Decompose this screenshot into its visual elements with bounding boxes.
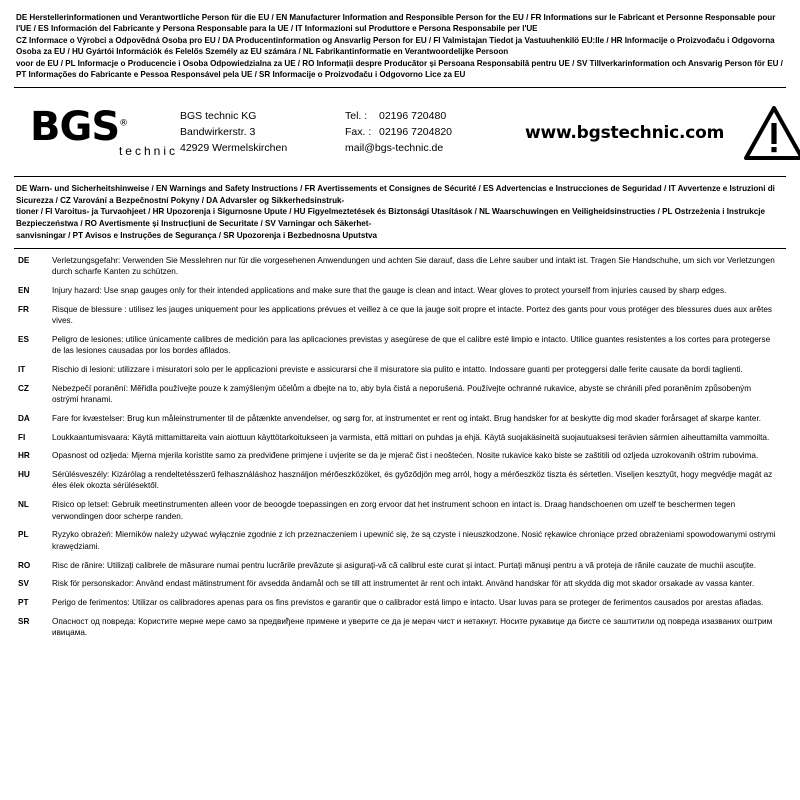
- instructions-body: [14, 255, 786, 647]
- table-row: [14, 285, 786, 304]
- table-row: [14, 334, 786, 364]
- warnings-title-line-3: sanvisningar / PT Avisos e Instruções de Segurança / SR Upozorenja i Bezbednosna Uputstva: [16, 230, 378, 240]
- telephone-row: [345, 109, 525, 125]
- lang-text: Perigo de ferimentos: Utilizar os calibradores apenas para os fins previstos e garantir que o calibrador está limpo e intacto. Usar luvas para se proteger de ferimentos causados por arestas afiadas.: [52, 598, 764, 608]
- table-row: [14, 597, 786, 616]
- header-line-3: voor de EU / PL Informacje o Producencie i Osoba Odpowiedzialna za UE / RO Informații despre Producător și Persoana Responsabilă pentru UE / SV Tillverkarinformation och Ansvarig Person för EU / PT Informações do Fabricante e Pessoa Responsável pela UE / SR Informacije o Proizvođaču i Odgovorno Lice za EU: [16, 58, 783, 80]
- logo-text: BGS: [30, 103, 120, 150]
- lang-code: IT: [18, 364, 26, 374]
- lang-text: Risc de rănire: Utilizați calibrele de măsurare numai pentru lucrările prevăzute și asigurați-vă că calibrul este curat și intact. Purtați mănuși pentru a vă proteja de rănile cauzate de muchii ascuțite.: [52, 560, 757, 570]
- table-row: [14, 499, 786, 529]
- logo-subtext: technic: [118, 143, 178, 158]
- company-address: [180, 109, 345, 156]
- lang-code: PL: [18, 530, 29, 540]
- logo-wordmark: [30, 103, 128, 150]
- lang-text: Opasnost od ozljeda: Mjerna mjerila koristite samo za predviđene primjene i uvjerite se da je mjerač čist i neoštećen. Nosite rukavice kako biste se zaštitili od ozljeda uzrokovanih oštrim rubovima.: [52, 451, 759, 461]
- telephone-label: Tel. :: [345, 110, 368, 123]
- lang-text: Rischio di lesioni: utilizzare i misuratori solo per le applicazioni previste e assicurarsi che il misuratore sia pulito e intatto. Indossare guanti per proteggersi dalle ferite causate da bordi taglienti.: [52, 364, 743, 374]
- lang-code: FR: [18, 304, 29, 314]
- warnings-title-line-2: tioner / FI Varoitus- ja Turvaohjeet / HR Upozorenja i Sigurnosne Upute / HU Figyelmeztetések és Biztonsági Utasítások / NL Waarschuwingen en Veiligheidsinstructies / PL Ostrzeżenia i Instrukcje Bezpieczeństwa / RO Avertismente și Instrucțiuni de Securitate / SV Varningar och Säkerhet-: [16, 207, 765, 229]
- fax-label: Fax. :: [345, 126, 372, 139]
- company-info-block: [14, 88, 786, 176]
- lang-code: PT: [18, 598, 29, 608]
- manufacturer-info-header: [14, 10, 786, 87]
- lang-code: DE: [18, 255, 30, 265]
- lang-text: Risico op letsel: Gebruik meetinstrumenten alleen voor de beoogde toepassingen en zorg ervoor dat het instrument schoon en intact is. Draag handschoenen om uzelf te beschermen tegen verwondingen door scherpe randen.: [52, 500, 736, 521]
- warning-triangle-block: [734, 106, 800, 160]
- lang-code: HU: [18, 470, 30, 480]
- lang-text: Peligro de lesiones: utilice únicamente calibres de medición para las aplicaciones previstas y asegúrese de que el calibre esté limpio e intacto. Utilice guantes resistentes a los cortes para protegerse de las lesiones causadas por los bordes afilados.: [52, 334, 771, 355]
- divider-bottom: [14, 248, 786, 249]
- table-row: [14, 413, 786, 432]
- lang-text: Risque de blessure : utilisez les jauges uniquement pour les applications prévues et veillez à ce que la jauge soit propre et intacte. Portez des gants pour vous protéger des blessures dues aux arêtes vives.: [52, 304, 773, 325]
- lang-text: Ryzyko obrażeń: Mierników należy używać wyłącznie zgodnie z ich przeznaczeniem i upewnić się, że są czyste i nieuszkodzone. Nosić rękawice chroniące przed obrażeniami spowodowanymi ostrymi krawędziami.: [52, 530, 776, 551]
- lang-text: Injury hazard: Use snap gauges only for their intended applications and make sure that the gauge is clean and intact. Wear gloves to protect yourself from injuries caused by sharp edges.: [52, 285, 727, 295]
- table-row: [14, 255, 786, 285]
- lang-code: SR: [18, 616, 30, 626]
- company-contact: [345, 109, 525, 156]
- table-row: [14, 529, 786, 559]
- lang-text: Sérülésveszély: Kizárólag a rendeltetésszerű felhasználáshoz használjon mérőeszközöket, és győződjön meg arról, hogy a mérőeszköz tiszta és sértetlen. Viseljen kesztyűt, hogy megvédje magát az éles élek okozta sérülésektől.: [52, 470, 773, 491]
- fax-value: 02196 7204820: [379, 126, 452, 139]
- lang-code: EN: [18, 285, 30, 295]
- table-row: [14, 364, 786, 383]
- lang-code: RO: [18, 560, 31, 570]
- header-line-1: DE Herstellerinformationen und Verantwortliche Person für die EU / EN Manufacturer Information and Responsible Person for the EU / FR Informations sur le Fabricant et Personne Responsable pour l'UE / ES Información del Fabricante y Persona Responsable para la UE / IT Informazioni sul Produttore e Persona Responsabile per l'UE: [16, 13, 776, 34]
- lang-code: SV: [18, 579, 29, 589]
- lang-text: Fare for kvæstelser: Brug kun måleinstrumenter til de påtænkte anvendelser, og sørg for, at instrumentet er rent og intakt. Brug handsker for at beskytte dig mod skader forårsaget af skarpe kanter.: [52, 413, 762, 423]
- table-row: [14, 383, 786, 413]
- company-name: BGS technic KG: [180, 110, 257, 123]
- table-row: [14, 616, 786, 646]
- table-row: [14, 432, 786, 451]
- table-row: [14, 560, 786, 579]
- warnings-title-line-1: DE Warn- und Sicherheitshinweise / EN Warnings and Safety Instructions / FR Avertissements et Consignes de Sécurité / ES Advertencias e Instrucciones de Seguridad / IT Avvertenze e Istruzioni di Sicurezza / CZ Varování a Bezpečnostní Pokyny / DA Advarsler og Sikkerhedsinstruk-: [16, 183, 775, 205]
- lang-code: DA: [18, 413, 30, 423]
- bgs-logo: [16, 103, 180, 158]
- instructions-table: [14, 255, 786, 647]
- lang-text: Loukkaantumisvaara: Käytä mittamittareita vain aiottuun käyttötarkoitukseen ja varmista, että mittari on puhdas ja ehjä. Käytä suojakäsineitä suojautuaksesi terävien särmien aiheuttamilta vammoilta.: [52, 432, 770, 442]
- company-street: Bandwirkerstr. 3: [180, 126, 256, 139]
- company-city: 42929 Wermelskirchen: [180, 141, 288, 154]
- email-row: [345, 141, 525, 157]
- registered-trademark-icon: ®: [119, 118, 128, 129]
- lang-text: Verletzungsgefahr: Verwenden Sie Messlehren nur für die vorgesehenen Anwendungen und achten Sie darauf, dass die Lehre sauber und intakt ist. Tragen Sie Handschuhe, um sich vor Verletzungen durch scharfe Kanten zu schützen.: [52, 255, 775, 276]
- email-prefix: mail@: [345, 141, 375, 154]
- table-row: [14, 469, 786, 499]
- warnings-title-block: [14, 177, 786, 248]
- warning-triangle-icon: [744, 106, 800, 160]
- lang-code: NL: [18, 500, 29, 510]
- header-line-2: CZ Informace o Výrobci a Odpovědná Osoba pro EU / DA Producentinformation og Ansvarlig Person for EU / FI Valmistajan Tiedot ja Vastuuhenkilö EU:lle / HR Informacije o Proizvođaču i Odgovorna Osoba za EU / HU Gyártói Információk és Felelős Személy az EU számára / NL Fabrikantinformatie en Verantwoordelijke Persoon: [16, 35, 775, 57]
- lang-code: HR: [18, 451, 30, 461]
- table-row: [14, 304, 786, 334]
- lang-text: Опасност од повреда: Користите мерне мере само за предвиђене примене и уверите се да је мерач чист и нетакнут. Носите рукавице да бисте се заштитили од повреда изазваних оштрим ивицама.: [52, 616, 773, 638]
- table-row: [14, 450, 786, 469]
- lang-code: ES: [18, 334, 29, 344]
- website-block: [525, 123, 734, 143]
- table-row: [14, 578, 786, 597]
- website-url: www.bgstechnic.com: [525, 122, 725, 143]
- fax-row: [345, 125, 525, 141]
- email-domain: bgs-technic.de: [374, 141, 444, 154]
- lang-code: CZ: [18, 383, 29, 393]
- lang-text: Nebezpečí poranění: Měřidla používejte pouze k zamýšleným účelům a dbejte na to, aby byla čistá a neporušená. Používejte ochranné rukavice, abyste se chránili před poraněním způsobeným ostrými hranami.: [52, 383, 752, 404]
- lang-text: Risk för personskador: Använd endast mätinstrument för avsedda ändamål och se till att instrumentet är rent och intakt. Använd handskar för att skydda dig mot skador orsakade av vassa kanter.: [52, 579, 755, 589]
- telephone-value: 02196 720480: [379, 110, 447, 123]
- lang-code: FI: [18, 432, 26, 442]
